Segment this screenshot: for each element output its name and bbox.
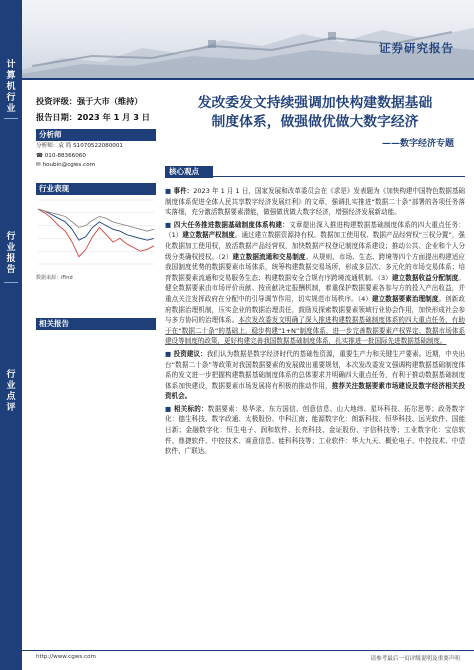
core-points-header xyxy=(165,166,465,178)
footer-divider xyxy=(22,650,474,651)
great-wall-illustration xyxy=(22,0,474,78)
event-paragraph: ■ 事件：2023 年 1 月 1 日，国家发展和改革委员会在《求是》发表题为《加快构建中国特色数据基础制度体系促进全体人民共享数字经济发展红利》的文章，强调扎实推进“数据二十条”部署的各项任务落实落细，充分激活数据要素潜能，做强做优做大数字经济，增强经济发展新动能。 xyxy=(165,187,465,217)
analyst-email[interactable]: ✉ houbin@cgws.com xyxy=(36,162,96,168)
footer-disclaimer: 请参考最后一页评级说明及重要声明 xyxy=(370,656,460,662)
bullet-icon: ■ xyxy=(165,220,174,229)
core-points-body xyxy=(165,186,465,459)
performance-chart xyxy=(36,196,156,272)
advice-paragraph: ■ 投资建议：我们认为数据是数字经济时代的基础性资源，重要生产力和关键生产要素。近期，中央出台“数据二十条”等政策对我国数据要素的发展做出重要规划，本次发改委发文强调构建数据基础制度体系的发文进一步把握构建数据基础制度体系的总体要求并明确四大重点任务，有利于推动数据基础制度体系加快建设，数据要素市场发展将有积极的推动作用，推荐关注数据要素市场建设及数字经济相关投资机会。 xyxy=(165,349,465,401)
report-date: 报告日期：2023 年 1 月 3 日 xyxy=(36,112,150,122)
related-heading: 相关报告 xyxy=(36,318,156,330)
title-line-1: 发改委发文持续强调加快构建数据基础 xyxy=(197,95,433,111)
side-divider xyxy=(4,118,18,119)
bullet-icon: ■ xyxy=(165,349,174,358)
side-label-report: 行 业 报 告 xyxy=(6,232,16,275)
side-label-industry: 计 算 机 行 业 xyxy=(6,60,16,114)
market-heading: 行业表现 xyxy=(36,183,156,195)
chart-lines xyxy=(38,209,154,257)
targets-paragraph: ■ 相关标的：数据要素：易华录、东方国信、创意信息、山大地纬、星环科技、拓尔思等；政务数字化：德生科技、数字政通、太极股份、中科江南；能源数字化：朗新科技、恒华科技、远光软件、国能日新；金融数字化：恒生电子、润和软件、长亮科技、金证股份、宇信科技等；工业数字化：宝信软件、鼎捷软件、中控技术、赛意信息、能科科技等；工业软件：华大九天、概伦电子、中控技术、中望软件、广联达。 xyxy=(165,404,465,456)
side-band xyxy=(0,0,22,670)
footer-website[interactable]: http://www.cgws.com xyxy=(36,654,96,660)
analyst-heading: 分析师 xyxy=(36,129,156,141)
bullet-icon: ■ xyxy=(165,404,174,413)
analyst-phone: ☎ 010-88366060 xyxy=(36,152,86,159)
chart-series-line-3 xyxy=(38,209,154,231)
chart-source: 数据来源：iFind xyxy=(36,275,73,281)
investment-rating: 投资评级：强于大市（维持） xyxy=(36,96,143,106)
bullet-icon: ■ xyxy=(165,187,174,195)
report-type: 证券研究报告 xyxy=(379,41,454,55)
header-banner xyxy=(22,0,474,78)
side-divider xyxy=(4,282,18,283)
analyst-info xyxy=(36,142,123,171)
core-points-label: 核心观点 xyxy=(165,166,213,178)
header-divider xyxy=(22,78,474,80)
side-label-comment: 行 业 点 评 xyxy=(6,370,16,413)
title-line-2: 制度体系，做强做优做大数字经济 xyxy=(211,114,419,130)
page-title xyxy=(165,94,465,132)
core-points-rule xyxy=(213,176,465,177)
analyst-name: 分析师：袁 简 S1070522080001 xyxy=(36,143,123,149)
tasks-paragraph: ■ 四大任务推进数据基础制度体系构建：文章提出深入推进构建数据基础制度体系的四大重点任务：（1）建立数据产权制度。通过建立数据资源持有权、数据加工使用权、数据产品经营权“三权分置”，强化数据加工使用权，放活数据产品经营权，加快数据产权登记制度体系建设；推动公共、企业和个人分级分类确权授权。（2）建立数据流通和交易制度。从规则、市场、生态、跨境等四个方面提出构建适应我国制度优势的数据要素市场体系，统筹构建数据交易场所，形成多层次、多元化的市场交易体系；培育数据要素流通和交易服务生态；构建数据安全合规有序跨境流通机制。（3）建立数据收益分配制度。健全数据要素由市场评价贡献、按贡献决定报酬机制，着重保护数据要素各参与方的投入产出收益，并重点关注发挥政府在分配中的引导调节作用，切实规范市场秩序。（4）建立数据要素治理制度。创新政府数据治理机制，压实企业的数据治理责任，鼓励及探索数据要素领域行业协会作用，加快形成社会参与多方协同的治理体系。本次发改委发文明确了深入推进构建数据基础制度体系的四大重点任务，有助于在“数据二十条”的基础上，稳步构建“1+N”制度体系，进一步完善数据要素产权界定、数据市场体系建设等制度的政策，更好构建完善我国数据基础制度体系，扎实推进一批国际先进数据基础制度。 xyxy=(165,220,465,346)
page-subtitle: ——数字经济专题 xyxy=(381,139,454,149)
